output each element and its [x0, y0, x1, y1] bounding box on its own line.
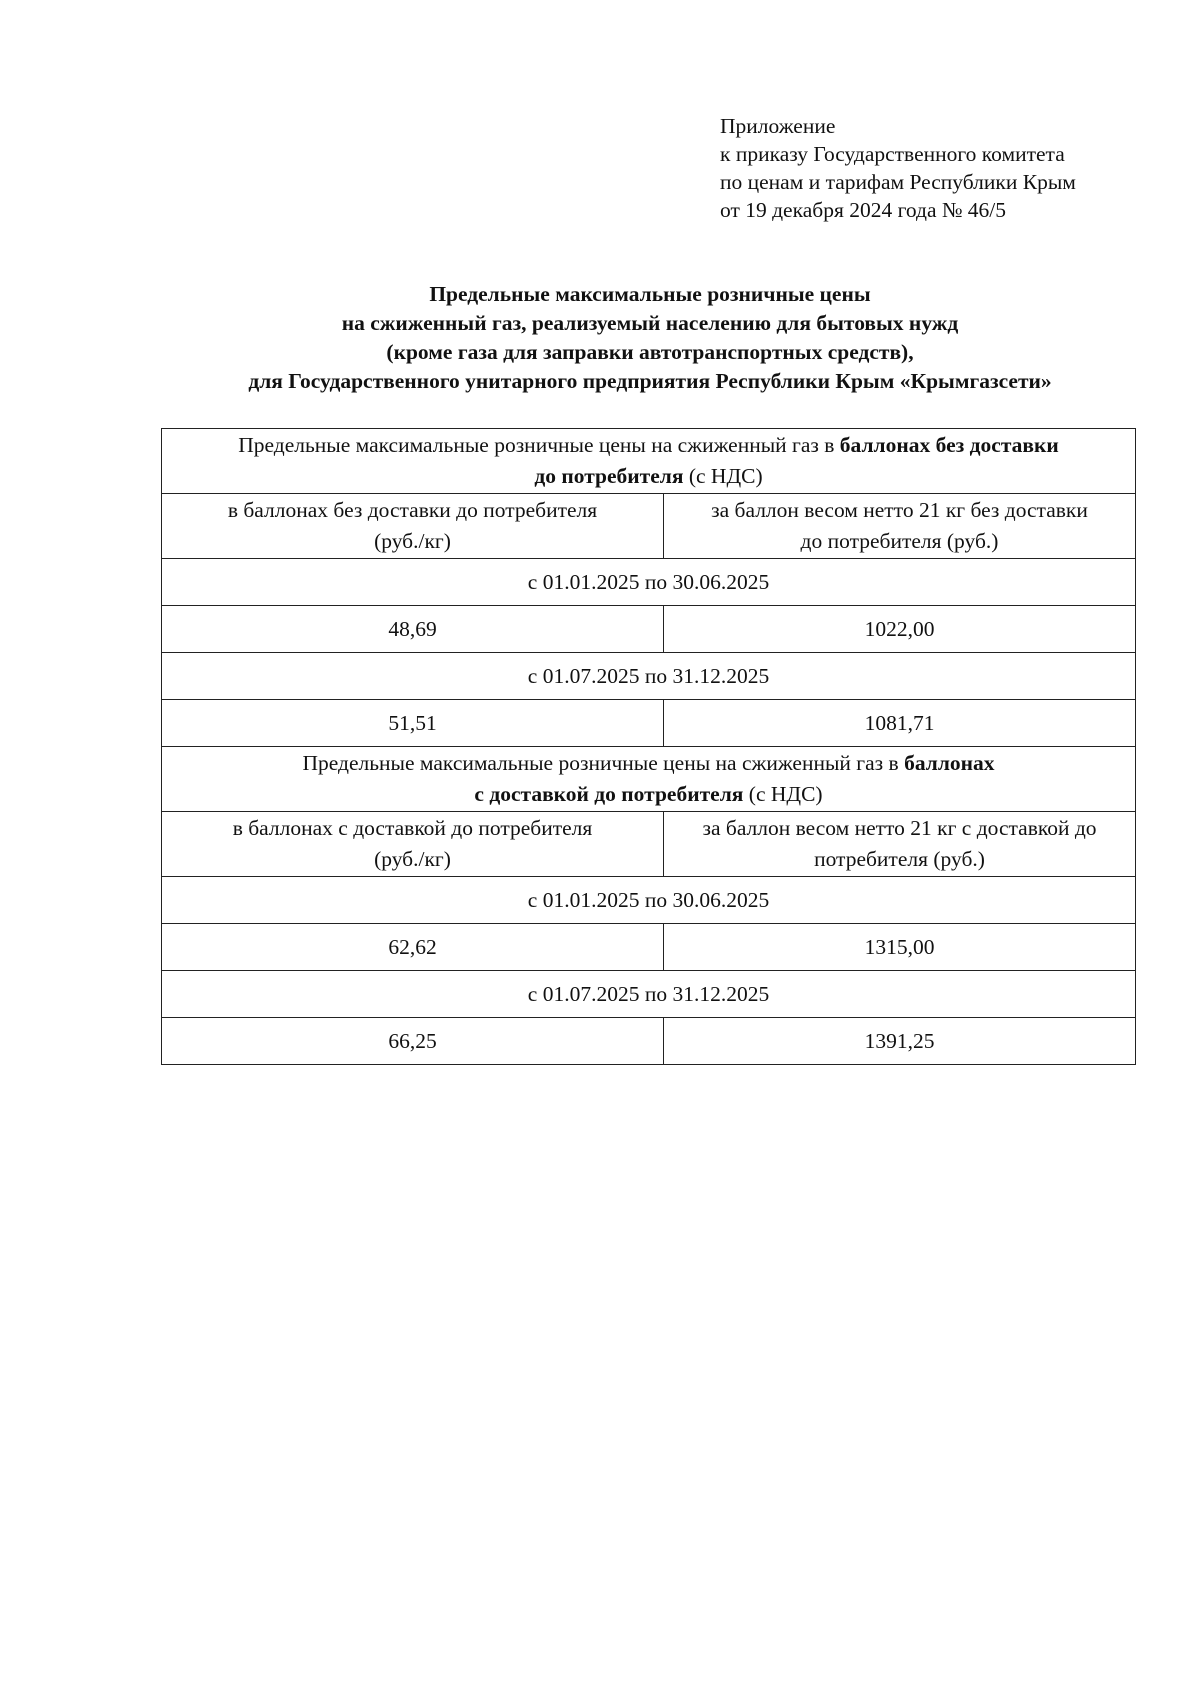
header-line: потребителя (руб.) — [814, 847, 985, 871]
column-header-per-kg — [162, 494, 664, 559]
price-per-cylinder: 1315,00 — [664, 924, 1136, 971]
price-per-kg: 66,25 — [162, 1018, 664, 1065]
section-heading-without-delivery — [162, 429, 1136, 494]
section-heading-bold: баллонах — [904, 751, 995, 775]
header-line: за баллон весом нетто 21 кг с доставкой до — [702, 816, 1097, 840]
appendix-line: по ценам и тарифам Республики Крым — [720, 170, 1076, 194]
appendix-line: от 19 декабря 2024 года № 46/5 — [720, 198, 1006, 222]
appendix-line: к приказу Государственного комитета — [720, 142, 1065, 166]
table-row — [162, 1018, 1136, 1065]
section-heading-text: (с НДС) — [683, 464, 763, 488]
table-row — [162, 924, 1136, 971]
column-header-per-cylinder — [664, 812, 1136, 877]
header-line: (руб./кг) — [374, 529, 451, 553]
section-heading-bold: баллонах без доставки — [839, 433, 1059, 457]
section-heading-text: (с НДС) — [743, 782, 823, 806]
column-header-per-cylinder — [664, 494, 1136, 559]
title-line: (кроме газа для заправки автотранспортных средств), — [386, 340, 914, 364]
table-row — [162, 700, 1136, 747]
section-heading-bold: до потребителя — [534, 464, 684, 488]
appendix-note — [720, 112, 1076, 224]
appendix-line: Приложение — [720, 114, 836, 138]
period-label: с 01.01.2025 по 30.06.2025 — [162, 559, 1136, 606]
section-heading-text: Предельные максимальные розничные цены на сжиженный газ в — [302, 751, 905, 775]
period-label: с 01.07.2025 по 31.12.2025 — [162, 971, 1136, 1018]
price-per-kg: 62,62 — [162, 924, 664, 971]
price-table — [161, 428, 1136, 1065]
column-header-per-kg — [162, 812, 664, 877]
section-heading-bold: с доставкой до потребителя — [474, 782, 744, 806]
title-line: Предельные максимальные розничные цены — [429, 282, 871, 306]
price-per-kg: 48,69 — [162, 606, 664, 653]
title-line: на сжиженный газ, реализуемый населению для бытовых нужд — [341, 311, 959, 335]
header-line: (руб./кг) — [374, 847, 451, 871]
period-label: с 01.01.2025 по 30.06.2025 — [162, 877, 1136, 924]
price-per-cylinder: 1391,25 — [664, 1018, 1136, 1065]
price-per-kg: 51,51 — [162, 700, 664, 747]
header-line: за баллон весом нетто 21 кг без доставки — [711, 498, 1088, 522]
header-line: в баллонах без доставки до потребителя — [227, 498, 598, 522]
table-row — [162, 606, 1136, 653]
section-heading-with-delivery — [162, 747, 1136, 812]
section-heading-text: Предельные максимальные розничные цены на сжиженный газ в — [238, 433, 840, 457]
header-line: в баллонах с доставкой до потребителя — [232, 816, 593, 840]
price-per-cylinder: 1022,00 — [664, 606, 1136, 653]
title-line: для Государственного унитарного предприятия Республики Крым «Крымгазсети» — [248, 369, 1052, 393]
price-per-cylinder: 1081,71 — [664, 700, 1136, 747]
document-title — [160, 280, 1140, 396]
period-label: с 01.07.2025 по 31.12.2025 — [162, 653, 1136, 700]
header-line: до потребителя (руб.) — [800, 529, 999, 553]
